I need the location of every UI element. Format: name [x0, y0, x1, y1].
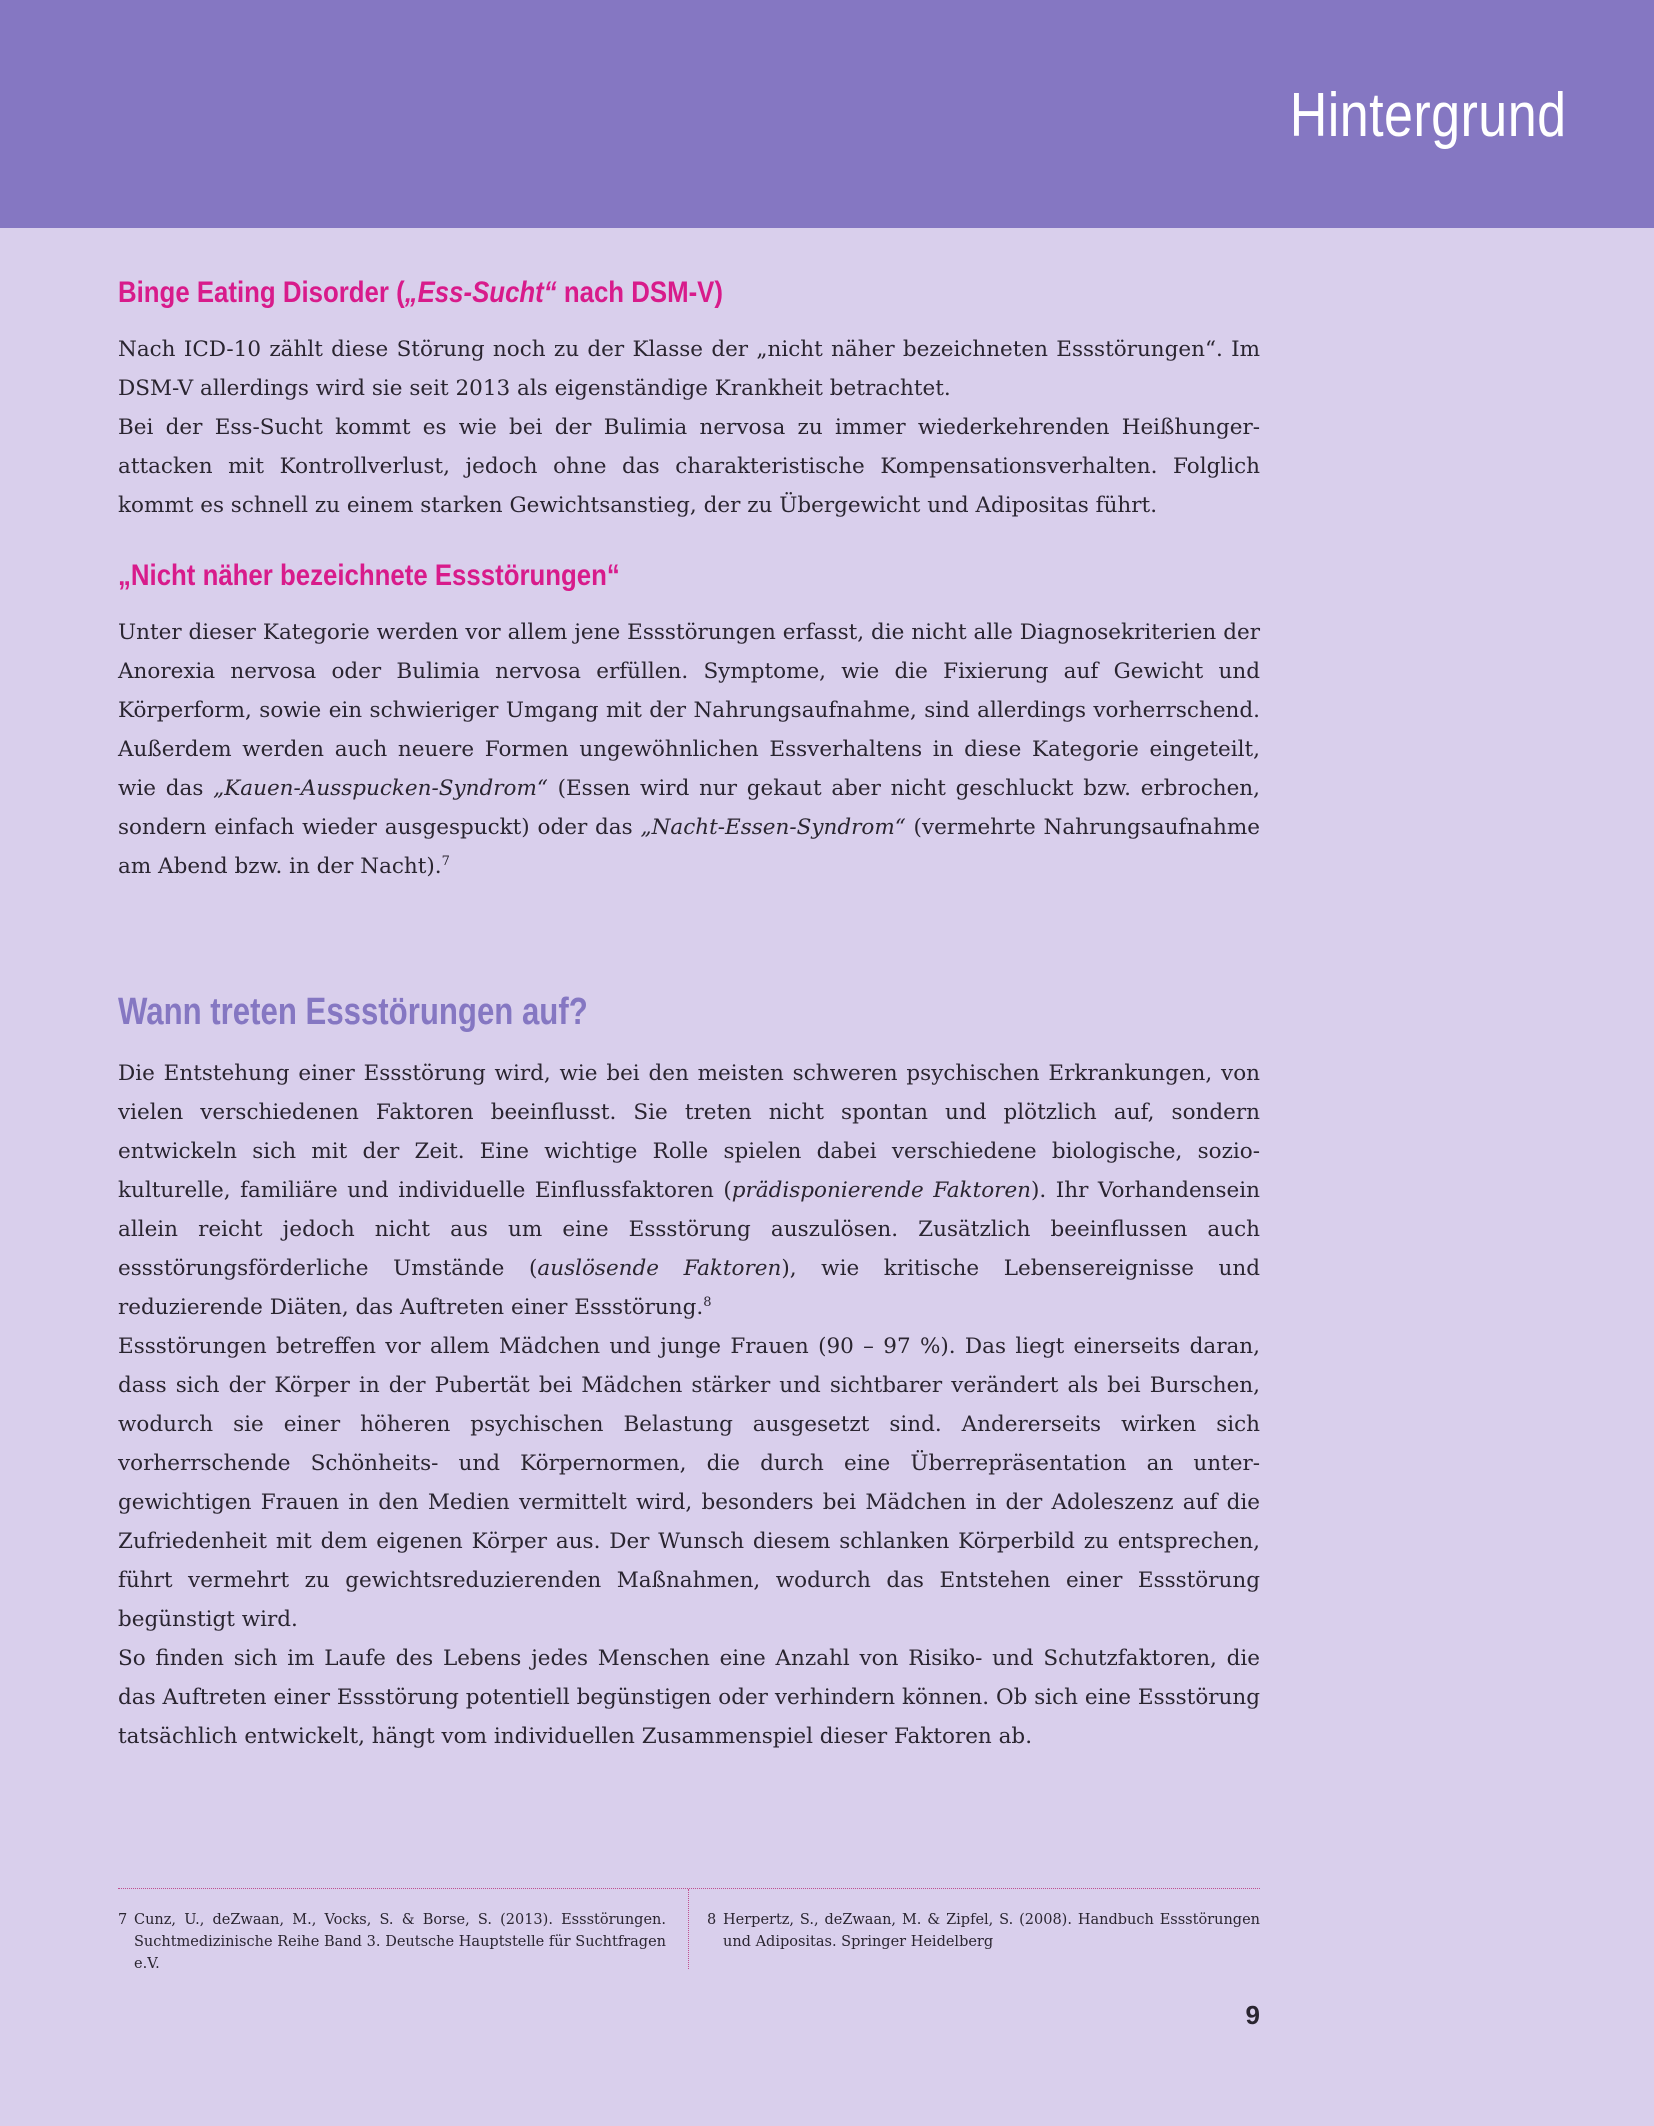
- footnote-ref: 8: [703, 1294, 712, 1310]
- heading-text: Binge Eating Disorder (: [118, 276, 405, 309]
- footnote: [689, 1909, 1260, 1969]
- paragraph: Bei der Ess-Sucht kommt es wie bei der Bulimia nervosa zu immer wiederkehrenden Heißhungerattacken mit Kontrollverlust, jedoch ohne das charakteristische Kompensationsverhalten. Folglich kommt es schnell zu einem starken Gewichtsanstieg, der zu Übergewicht und Adipositas führt.: [118, 415, 1260, 518]
- footnotes: [118, 1888, 1260, 1972]
- text: (Essen wird nur gekaut aber nicht geschluckt bzw. erbrochen, sondern einfach wieder ausgespuckt) oder das: [118, 776, 1260, 840]
- paragraph: [118, 613, 1260, 886]
- footnote-ref: 7: [441, 853, 450, 869]
- heading-nicht-naeher: „Nicht näher bezeichnete Essstörungen“: [118, 559, 620, 592]
- footnote: [118, 1889, 689, 1972]
- footnote-text: Herpertz, S., deZwaan, M. & Zipfel, S. (2008). Handbuch Essstörungen und Adipositas. Springer Heidelberg: [723, 1912, 1260, 1950]
- text: Unter dieser Kategorie werden vor allem jene Essstörungen erfasst, die nicht alle Diagnosekriterien der Anorexia nervosa oder Bulimia nervosa erfüllen. Symptome, wie die Fixierung auf Gewicht und Körperform, sowie ein schwieriger Umgang mit der Nahrungsaufnahme, sind allerdings vorherrschend. Außerdem werden auch neuere Formen ungewöhnlichen Essverhaltens in diese Kategorie eingeteilt, wie das: [118, 620, 1260, 801]
- emphasis: prädisponierende Faktoren: [731, 1178, 1032, 1203]
- heading-text: nach DSM-V): [556, 276, 723, 309]
- page-number: 9: [1245, 2000, 1260, 2030]
- paragraph: So finden sich im Laufe des Lebens jedes Menschen eine Anzahl von Risiko- und Schutzfaktoren, die das Auftreten einer Essstörung potentiell begünstigen oder verhindern können. Ob sich eine Essstörung tatsächlich entwickelt, hängt vom individuellen Zusammenspiel dieser Faktoren ab.: [118, 1646, 1260, 1749]
- emphasis: auslösende Faktoren: [537, 1256, 782, 1281]
- heading-binge-eating: [118, 270, 1100, 316]
- emphasis: „Kauen-Ausspucken-Syndrom“: [213, 776, 548, 801]
- heading-emphasis: „Ess-Sucht“: [404, 276, 557, 309]
- paragraph: Nach ICD-10 zählt diese Störung noch zu der Klasse der „nicht näher bezeichneten Essstörungen“. Im DSM-V allerdings wird sie seit 2013 als eigenständige Krankheit betrachtet.: [118, 337, 1260, 401]
- footnote-text: Cunz, U., deZwaan, M., Vocks, S. & Borse, S. (2013). Essstörungen. Suchtmedizinische Reihe Band 3. Deutsche Hauptstelle für Suchtfragen e.V.: [134, 1912, 666, 1972]
- paragraph: [118, 1054, 1260, 1327]
- page-header: [0, 0, 1654, 228]
- main-content: [118, 270, 1260, 1756]
- heading-wann-treten: Wann treten Essstörungen auf?: [118, 991, 588, 1033]
- text: Die Entstehung einer Essstörung wird, wie bei den meisten schweren psychischen Erkrankungen, von vielen verschiedenen Faktoren beeinflusst. Sie treten nicht spontan und plötzlich auf, sondern entwickeln sich mit der Zeit. Eine wichtige Rolle spielen dabei verschiedene biologische, soziokulturelle, familiäre und individuelle Einflussfaktoren (: [118, 1061, 1260, 1203]
- paragraph: Essstörungen betreffen vor allem Mädchen und junge Frauen (90 – 97 %). Das liegt einerseits daran, dass sich der Körper in der Pubertät bei Mädchen stärker und sichtbarer verändert als bei Burschen, wodurch sie einer höheren psychischen Belastung ausgesetzt sind. Andererseits wirken sich vorherrschende Schönheits- und Körpernormen, die durch eine Überrepräsentation an untergewichtigen Frauen in den Medien vermittelt wird, besonders bei Mädchen in der Adoleszenz auf die Zufriedenheit mit dem eigenen Körper aus. Der Wunsch diesem schlanken Körperbild zu entsprechen, führt vermehrt zu gewichtsreduzierenden Maßnahmen, wodurch das Entstehen einer Essstörung begünstigt wird.: [118, 1334, 1260, 1632]
- emphasis: „Nacht-Essen-Syndrom“: [640, 815, 906, 840]
- header-title: Hintergrund: [1289, 81, 1566, 150]
- text: ), wie kritische Lebensereignisse und reduzierende Diäten, das Auftreten einer Essstörung.: [118, 1256, 1261, 1320]
- text: ). Ihr Vorhandensein allein reicht jedoch nicht aus um eine Essstörung auszulösen. Zusätzlich beeinflussen auch essstörungsförderliche Umstände (: [118, 1178, 1261, 1281]
- footnote-number: 7: [118, 1912, 128, 1928]
- footnote-number: 8: [707, 1912, 717, 1928]
- text: (vermehrte Nahrungsaufnahme am Abend bzw. in der Nacht).: [118, 815, 1260, 879]
